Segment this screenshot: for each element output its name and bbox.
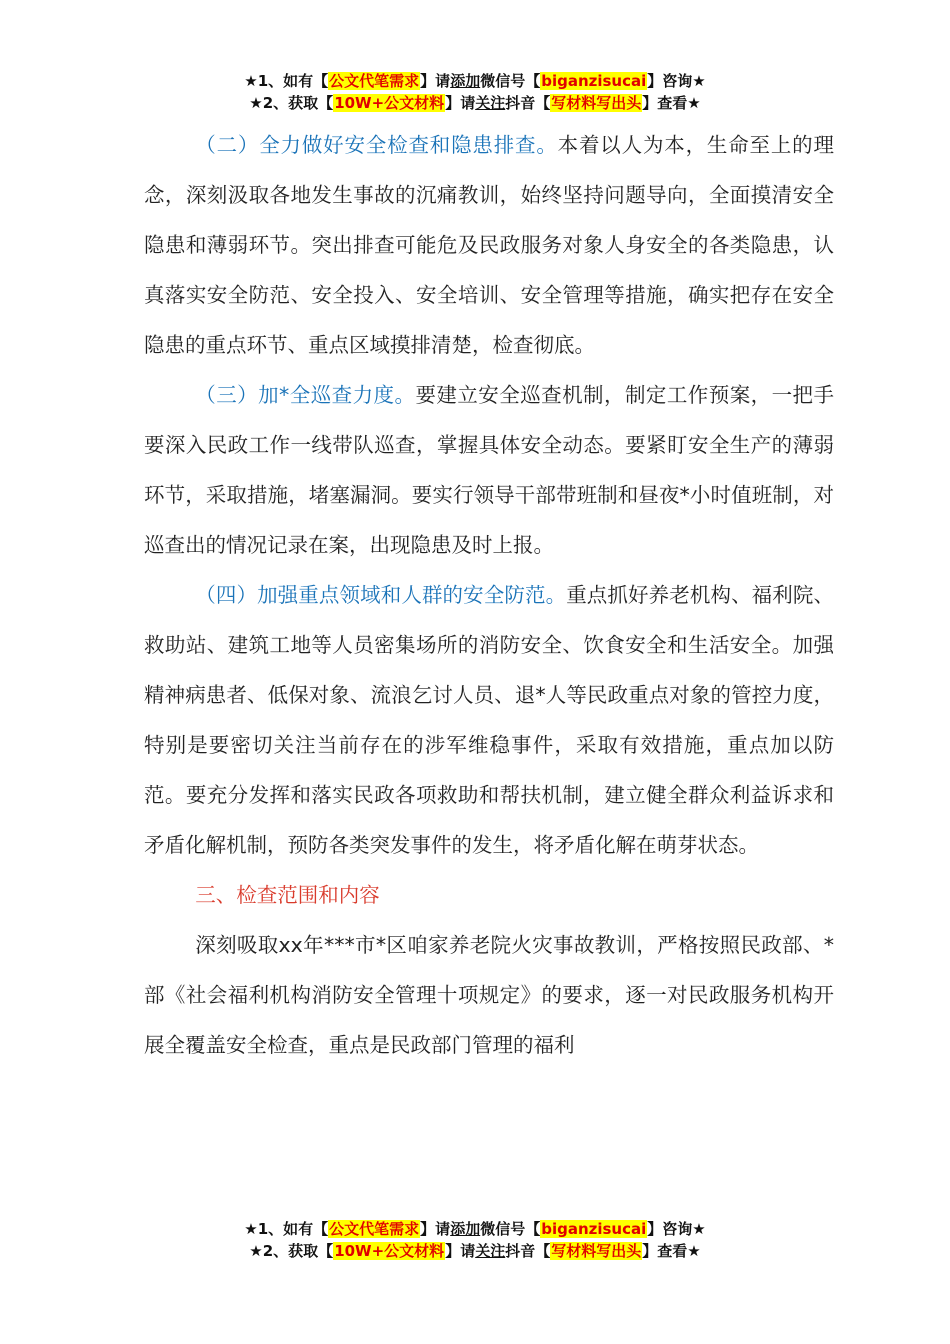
top-banner bbox=[0, 70, 950, 114]
banner-text: 】请 bbox=[420, 1220, 451, 1238]
banner-text: 抖音【 bbox=[505, 94, 551, 112]
paragraph-2 bbox=[144, 120, 834, 370]
banner-highlight: biganzisucai bbox=[541, 72, 647, 90]
paragraph-4 bbox=[144, 570, 834, 870]
subheading: （二）全力做好安全检查和隐患排查。 bbox=[195, 133, 558, 157]
paragraph-3 bbox=[144, 370, 834, 570]
section-paragraph: 深刻吸取xx年***市*区咱家养老院火灾事故教训，严格按照民政部、*部《社会福利机构消防安全管理十项规定》的要求，逐一对民政服务机构开展全覆盖安全检查，重点是民政部门管理的福利 bbox=[144, 933, 834, 1057]
banner-highlight: 写材料写出头 bbox=[551, 94, 642, 112]
banner-text: ★2、获取【 bbox=[249, 94, 334, 112]
banner-line-1 bbox=[0, 1218, 950, 1240]
banner-highlight: 10W+公文材料 bbox=[334, 94, 445, 112]
banner-text: ★2、获取【 bbox=[249, 1242, 334, 1260]
banner-highlight: 公文代笔需求 bbox=[329, 72, 420, 90]
paragraph-text: 本着以人为本，生命至上的理念，深刻汲取各地发生事故的沉痛教训，始终坚持问题导向，全面摸清安全隐患和薄弱环节。突出排查可能危及民政服务对象人身安全的各类隐患，认真落实安全防范、安全投入、安全培训、安全管理等措施，确实把存在安全隐患的重点环节、重点区域摸排清楚，检查彻底。 bbox=[144, 133, 834, 357]
banner-line-2 bbox=[0, 92, 950, 114]
banner-line-1 bbox=[0, 70, 950, 92]
paragraph-text: 重点抓好养老机构、福利院、救助站、建筑工地等人员密集场所的消防安全、饮食安全和生活安全。加强精神病患者、低保对象、流浪乞讨人员、退*人等民政重点对象的管控力度，特别是要密切关注当前存在的涉军维稳事件，采取有效措施，重点加以防范。要充分发挥和落实民政各项救助和帮扶机制，建立健全群众利益诉求和矛盾化解机制，预防各类突发事件的发生，将矛盾化解在萌芽状态。 bbox=[144, 583, 835, 857]
banner-text: 】查看★ bbox=[642, 94, 701, 112]
banner-text: 微信号【 bbox=[480, 1220, 541, 1238]
banner-text: 】咨询★ bbox=[647, 1220, 706, 1238]
banner-highlight: 写材料写出头 bbox=[551, 1242, 642, 1260]
banner-underline: 添加 bbox=[450, 1220, 481, 1238]
banner-underline: 添加 bbox=[450, 72, 481, 90]
banner-text: 】请 bbox=[445, 94, 476, 112]
banner-text: 】请 bbox=[420, 72, 451, 90]
subheading: （四）加强重点领域和人群的安全防范。 bbox=[195, 583, 567, 607]
banner-text: 微信号【 bbox=[480, 72, 541, 90]
banner-text: ★1、如有【 bbox=[244, 1220, 329, 1238]
subheading: （三）加*全巡查力度。 bbox=[195, 383, 416, 407]
banner-line-2 bbox=[0, 1240, 950, 1262]
banner-highlight: biganzisucai bbox=[541, 1220, 647, 1238]
banner-text: 】查看★ bbox=[642, 1242, 701, 1260]
banner-text: 】请 bbox=[445, 1242, 476, 1260]
banner-text: 】咨询★ bbox=[647, 72, 706, 90]
banner-text: 抖音【 bbox=[505, 1242, 551, 1260]
banner-highlight: 10W+公文材料 bbox=[334, 1242, 445, 1260]
paragraph-text: 要建立安全巡查机制，制定工作预案，一把手要深入民政工作一线带队巡查，掌握具体安全动态。要紧盯安全生产的薄弱环节，采取措施，堵塞漏洞。要实行领导干部带班制和昼夜*小时值班制，对巡查出的情况记录在案，出现隐患及时上报。 bbox=[144, 383, 835, 557]
section-heading: 三、检查范围和内容 bbox=[195, 883, 380, 907]
banner-highlight: 公文代笔需求 bbox=[329, 1220, 420, 1238]
bottom-banner bbox=[0, 1218, 950, 1262]
banner-text: ★1、如有【 bbox=[244, 72, 329, 90]
banner-underline: 关注 bbox=[475, 1242, 506, 1260]
document-body bbox=[144, 120, 834, 1070]
banner-underline: 关注 bbox=[475, 94, 506, 112]
